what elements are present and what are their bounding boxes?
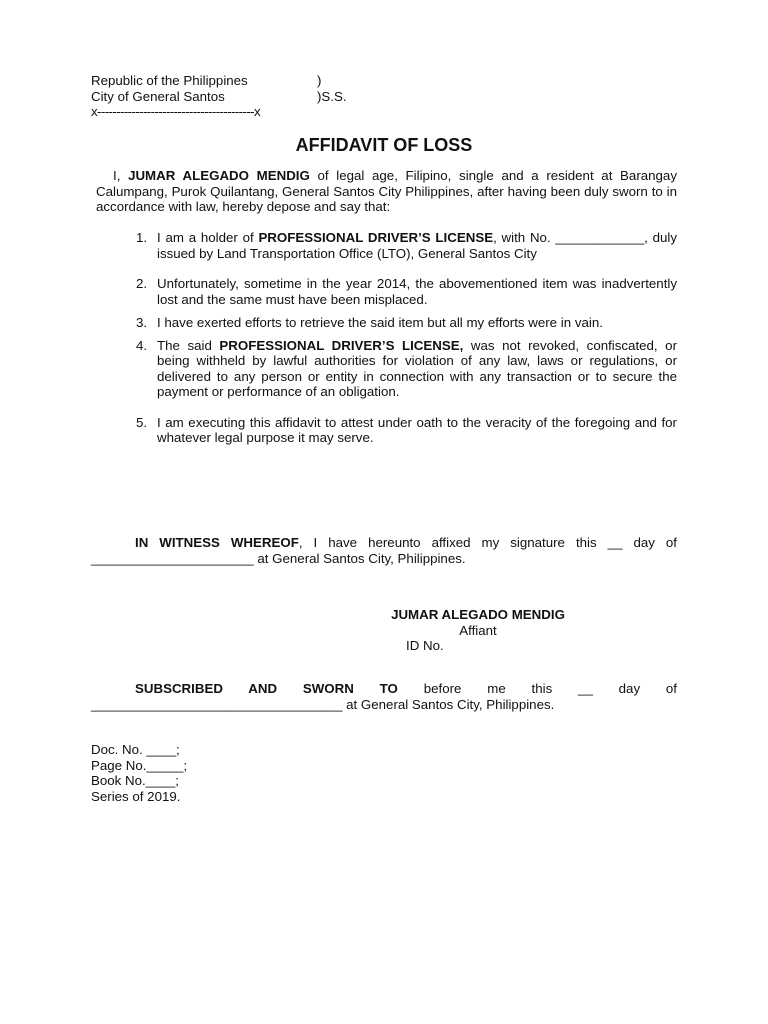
witness-heading: IN WITNESS WHEREOF (135, 535, 299, 550)
jurat-heading: SUBSCRIBED AND SWORN TO (135, 681, 398, 696)
item-text: was not revoked, confiscated, or being withheld by lawful authorities for violation of any law, laws or regulations, or delivered to any person or entity in connection with any transaction or to secure the payment or performance of an obligation. (157, 337, 678, 399)
intro-text: of legal age, Filipino, single and a resident at Barangay Calumpang, Purok Quilantang, General Santos City Philippines, after having been duly sworn to in accordance with law, hereby depose and say that: (96, 168, 677, 214)
item-number: 3. (136, 314, 148, 330)
list-item (136, 338, 677, 400)
intro-paragraph (96, 168, 677, 215)
item-text: Unfortunately, sometime in the year 2014, the abovementioned item was inadvertently lost and the same must have been misplaced. (157, 276, 677, 307)
affiant-name: JUMAR ALEGADO MENDIG (128, 168, 310, 183)
item-text: I have exerted efforts to retrieve the said item but all my efforts were in vain. (157, 314, 603, 330)
item-text: The said (157, 337, 212, 353)
notarial-register (91, 742, 187, 804)
license-name: PROFESSIONAL DRIVER’S LICENSE, (219, 337, 464, 353)
intro-prefix: I, (113, 168, 121, 183)
venue-city: City of General Santos (91, 88, 225, 104)
venue-ss: )S.S. (317, 88, 347, 104)
book-number: Book No.____; (91, 773, 179, 788)
item-number: 1. (136, 230, 148, 245)
item-text: I am a holder of (157, 230, 254, 245)
jurat-line: __________________________________ at General Santos City, Philippines. (91, 696, 555, 712)
item-number: 4. (136, 337, 148, 353)
jurat-text: before me this __ day of (423, 681, 677, 696)
signature-block (310, 607, 646, 654)
venue-paren: ) (317, 73, 322, 88)
statement-list (136, 230, 677, 446)
page-number: Page No._____; (91, 757, 188, 773)
item-number: 5. (136, 414, 148, 430)
witness-paragraph (91, 535, 677, 566)
list-item (136, 415, 677, 446)
witness-text: , I have hereunto affixed my signature this __ day of ______________________ at General Santos City, Philippines. (91, 535, 677, 566)
signer-role: Affiant (459, 622, 497, 638)
item-text: I am executing this affidavit to attest under oath to the veracity of the foregoing and for whatever legal purpose it may serve. (157, 414, 677, 445)
list-item (136, 230, 677, 261)
signer-name: JUMAR ALEGADO MENDIG (391, 607, 565, 622)
series-year: Series of 2019. (91, 788, 181, 804)
list-item (136, 276, 677, 307)
document-title: AFFIDAVIT OF LOSS (295, 135, 473, 155)
license-name: PROFESSIONAL DRIVER’S LICENSE (258, 230, 494, 245)
item-number: 2. (136, 276, 148, 291)
venue-separator: x-----------------------------------------x (91, 104, 261, 119)
jurat-paragraph (91, 681, 677, 712)
list-item (136, 315, 677, 331)
venue-republic: Republic of the Philippines (91, 73, 248, 88)
signer-id-label: ID No. (406, 638, 444, 653)
item-text: , with No. ____________, duly issued by Land Transportation Office (LTO), General Santos City (157, 230, 677, 261)
venue-block (91, 73, 391, 120)
doc-number: Doc. No. ____; (91, 742, 180, 757)
